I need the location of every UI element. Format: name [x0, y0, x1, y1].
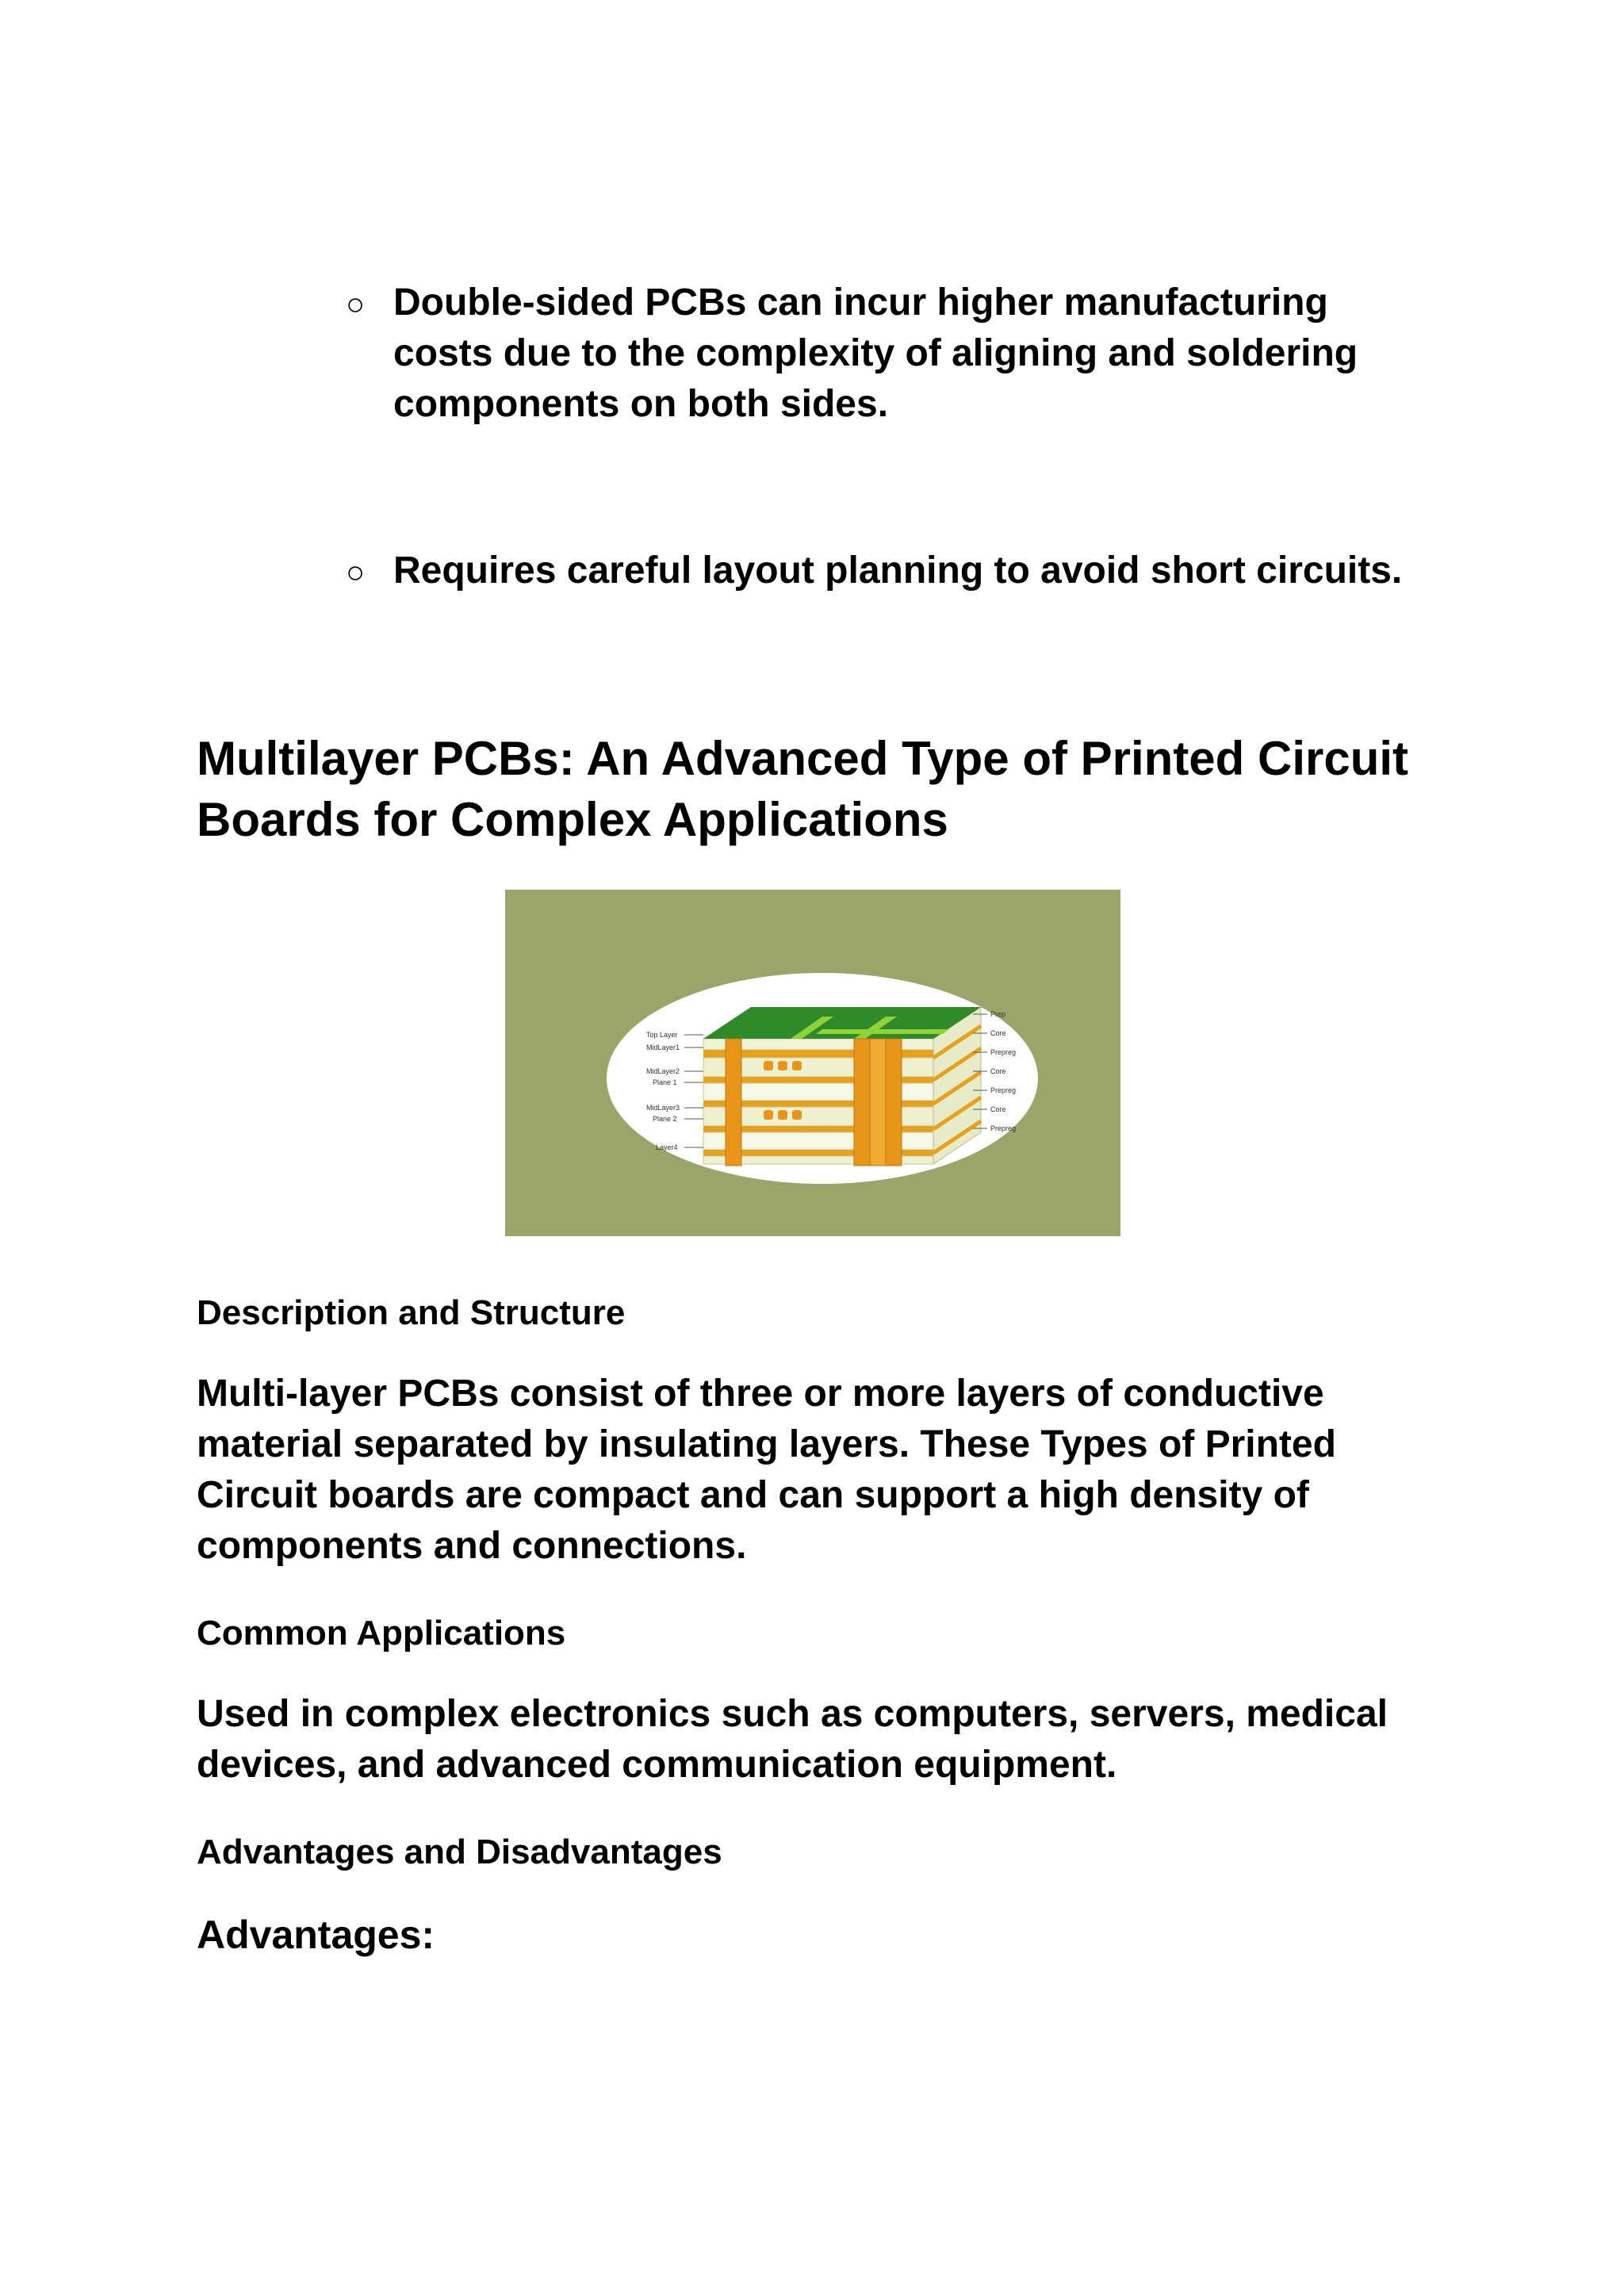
left-label: MidLayer3: [646, 1104, 680, 1112]
bullet-marker: ○: [346, 287, 366, 322]
left-label: MidLayer2: [646, 1067, 680, 1075]
right-label: Prepreg: [990, 1124, 1017, 1132]
left-label: Top Layer: [646, 1031, 678, 1039]
multilayer-pcb-figure: [505, 890, 1120, 1236]
right-label: Prep: [990, 1010, 1006, 1018]
right-label: Prepreg: [990, 1086, 1017, 1094]
bullet-item-layout-planning: Requires careful layout planning to avoid short circuits.: [393, 550, 1403, 592]
right-label: Prepreg: [990, 1048, 1017, 1056]
description-body: Multi-layer PCBs consist of three or more layers of conductive material separated by insulating layers. These Types of Printed Circuit boards are compact and can support a high density of components and connections.: [197, 1373, 1336, 1567]
description-heading: Description and Structure: [197, 1293, 626, 1332]
left-label: MidLayer1: [646, 1044, 680, 1051]
section-title: Multilayer PCBs: An Advanced Type of Printed Circuit Boards for Complex Applications: [197, 732, 1409, 846]
bullet-item-manufacturing-costs: Double-sided PCBs can incur higher manufacturing costs due to the complexity of aligning and soldering components on both sides.: [393, 281, 1358, 425]
left-label: Layer4: [656, 1143, 678, 1151]
applications-body: Used in complex electronics such as computers, servers, medical devices, and advanced communication equipment.: [197, 1693, 1388, 1786]
right-label: Core: [990, 1105, 1006, 1113]
right-label: Core: [990, 1067, 1006, 1075]
bullet-marker: ○: [346, 555, 366, 590]
applications-heading: Common Applications: [197, 1614, 566, 1653]
left-label: Plane 2: [653, 1115, 677, 1123]
pcb-stack-icon: [703, 1007, 981, 1166]
advantages-disadvantages-heading: Advantages and Disadvantages: [197, 1833, 722, 1871]
right-label: Core: [990, 1029, 1006, 1037]
advantages-subheading: Advantages:: [197, 1913, 435, 1957]
left-label: Plane 1: [653, 1078, 677, 1086]
